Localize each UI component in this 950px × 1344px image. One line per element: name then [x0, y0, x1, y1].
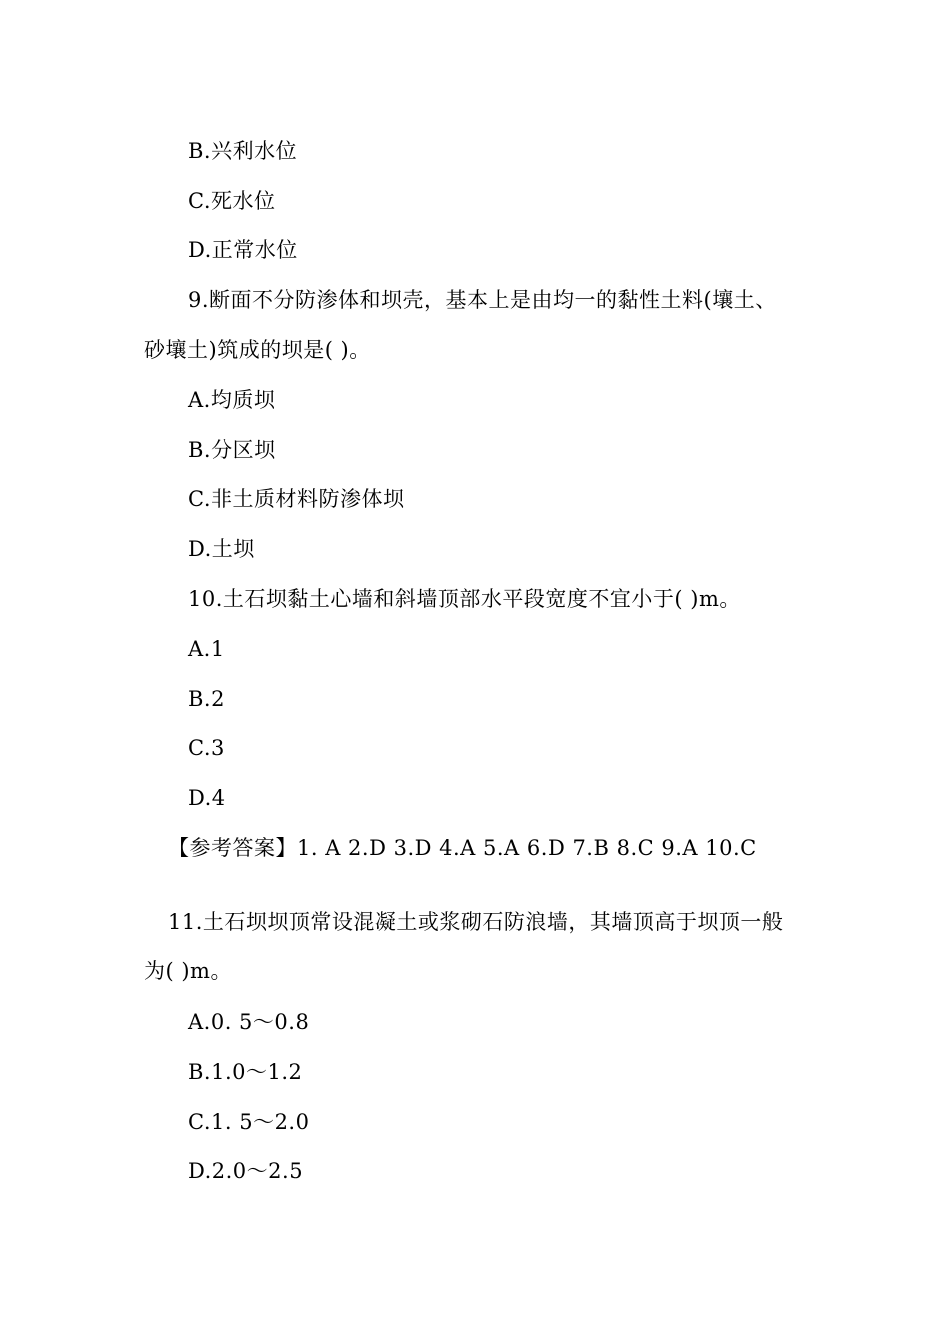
q8-option-d: D.正常水位 [188, 238, 298, 262]
q9-option-a: A.均质坝 [188, 388, 276, 412]
answer-key-text: 1. A 2.D 3.D 4.A 5.A 6.D 7.B 8.C 9.A 10.C [297, 836, 757, 860]
q11-option-a: A.0. 5～0.8 [188, 1010, 310, 1034]
q8-option-c: C.死水位 [188, 189, 276, 213]
answer-key [168, 835, 757, 861]
q11-option-d: D.2.0～2.5 [188, 1159, 304, 1183]
q11-option-b: B.1.0～1.2 [188, 1060, 303, 1084]
q11-option-c: C.1. 5～2.0 [188, 1110, 310, 1134]
q10-option-b: B.2 [188, 687, 225, 711]
q10-option-c: C.3 [188, 736, 225, 760]
q9-stem-line2: 砂壤土)筑成的坝是( )。 [144, 338, 371, 362]
q10-option-d: D.4 [188, 786, 226, 810]
q9-option-b: B.分区坝 [188, 438, 276, 462]
q9-stem-line1: 9.断面不分防渗体和坝壳，基本上是由均一的黏性土料(壤土、 [188, 288, 777, 312]
q11-stem-line2: 为( )m。 [144, 959, 232, 983]
answer-key-label: 【参考答案】 [168, 836, 297, 860]
q9-option-d: D.土坝 [188, 537, 255, 561]
q10-stem: 10.土石坝黏土心墙和斜墙顶部水平段宽度不宜小于( )m。 [188, 587, 741, 611]
q8-option-b: B.兴利水位 [188, 139, 298, 163]
q9-option-c: C.非土质材料防渗体坝 [188, 487, 405, 511]
q11-stem-line1: 11.土石坝坝顶常设混凝土或浆砌石防浪墙，其墙顶高于坝顶一般 [168, 910, 784, 934]
q10-option-a: A.1 [188, 637, 225, 661]
